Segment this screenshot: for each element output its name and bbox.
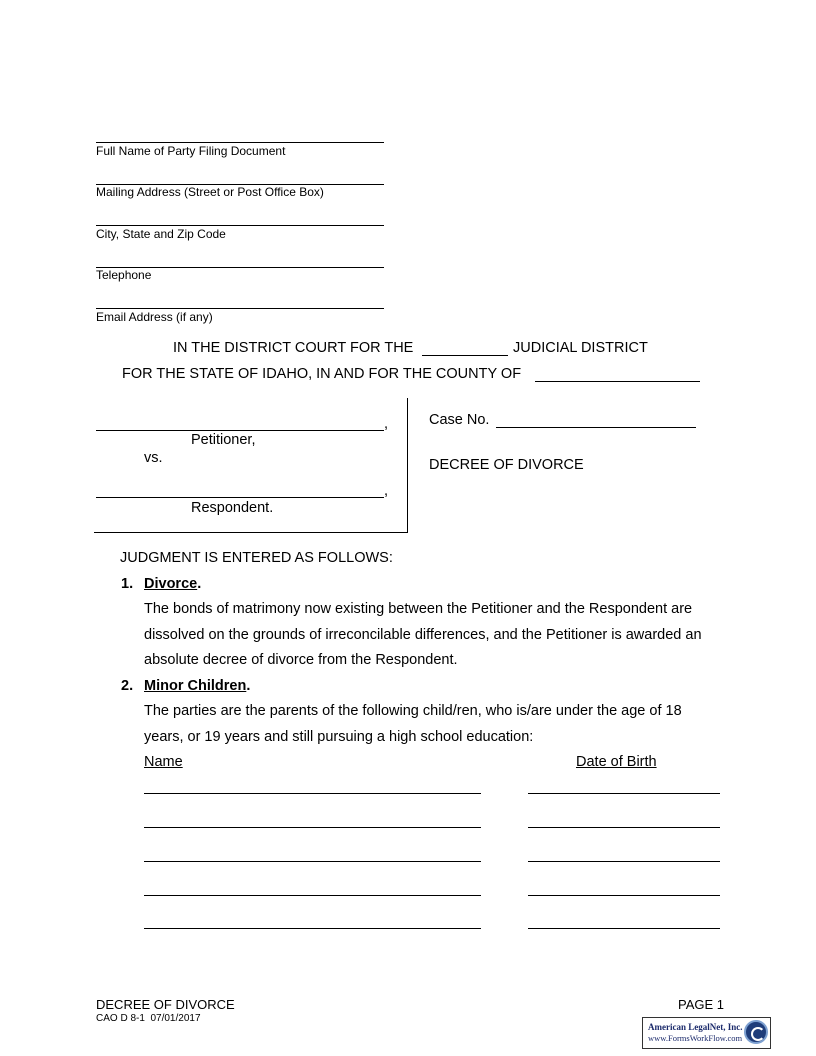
children-dob-header: Date of Birth [576, 754, 657, 770]
telephone-label: Telephone [96, 268, 152, 282]
city-state-zip-line[interactable] [96, 225, 384, 226]
judgment-intro: JUDGMENT IS ENTERED AS FOLLOWS: [120, 550, 393, 566]
court-line1-suffix: JUDICIAL DISTRICT [513, 340, 648, 356]
logo-company-name: American LegalNet, Inc. [648, 1022, 743, 1032]
judicial-district-blank[interactable] [422, 355, 508, 356]
email-label: Email Address (if any) [96, 310, 213, 324]
child-name-line[interactable] [144, 928, 481, 929]
section-2-line: years, or 19 years and still pursuing a high school education: [144, 728, 534, 745]
logo-url: www.FormsWorkFlow.com [648, 1033, 743, 1043]
email-line[interactable] [96, 308, 384, 309]
court-line1-prefix: IN THE DISTRICT COURT FOR THE [173, 340, 414, 356]
footer-page-number: PAGE 1 [678, 997, 725, 1012]
children-name-header: Name [144, 754, 183, 770]
section-1-body [144, 597, 702, 674]
section-2-number: 2. [121, 678, 134, 694]
child-name-line[interactable] [144, 861, 481, 862]
section-1-line: dissolved on the grounds of irreconcilable differences, and the Petitioner is awarded an [144, 626, 702, 643]
full-name-label: Full Name of Party Filing Document [96, 144, 286, 158]
section-1-number: 1. [121, 576, 134, 592]
document-title: DECREE OF DIVORCE [429, 457, 584, 473]
child-dob-line[interactable] [528, 928, 720, 929]
child-dob-line[interactable] [528, 793, 720, 794]
section-1-heading: Divorce [144, 576, 198, 592]
child-dob-line[interactable] [528, 895, 720, 896]
mailing-address-label: Mailing Address (Street or Post Office Box) [96, 185, 324, 199]
full-name-line[interactable] [96, 142, 384, 143]
city-state-zip-label: City, State and Zip Code [96, 227, 226, 241]
petitioner-comma: , [384, 416, 389, 432]
case-no-blank[interactable] [496, 427, 696, 428]
caption-bottom-rule [94, 532, 408, 533]
section-2-body [144, 699, 682, 750]
child-name-line[interactable] [144, 895, 481, 896]
footer-form-code: CAO D 8-1 07/01/2017 [96, 1013, 201, 1024]
court-line2-prefix: FOR THE STATE OF IDAHO, IN AND FOR THE COUNTY OF [122, 366, 522, 382]
county-blank[interactable] [535, 381, 700, 382]
caption-vertical-divider [407, 398, 408, 533]
section-2-heading-period: . [246, 678, 251, 694]
section-1-heading-wrap [144, 576, 201, 592]
child-dob-line[interactable] [528, 861, 720, 862]
section-1-heading-period: . [197, 576, 202, 592]
section-2-line: The parties are the parents of the following child/ren, who is/are under the age of 18 [144, 703, 682, 719]
case-no-label: Case No. [429, 412, 490, 428]
section-1-line: absolute decree of divorce from the Respondent. [144, 652, 458, 668]
respondent-comma: , [384, 483, 389, 499]
footer-title: DECREE OF DIVORCE [96, 997, 235, 1012]
petitioner-name-line[interactable] [96, 430, 384, 431]
child-name-line[interactable] [144, 827, 481, 828]
respondent-name-line[interactable] [96, 497, 384, 498]
section-2-heading: Minor Children [144, 678, 247, 694]
american-legalnet-logo[interactable] [642, 1017, 771, 1049]
logo-badge-icon [744, 1020, 768, 1044]
respondent-label: Respondent. [191, 500, 274, 516]
section-2-heading-wrap [144, 678, 250, 694]
petitioner-label: Petitioner, [191, 432, 256, 448]
vs-label: vs. [144, 450, 163, 466]
section-1-line: The bonds of matrimony now existing between the Petitioner and the Respondent are [144, 601, 693, 617]
child-dob-line[interactable] [528, 827, 720, 828]
child-name-line[interactable] [144, 793, 481, 794]
